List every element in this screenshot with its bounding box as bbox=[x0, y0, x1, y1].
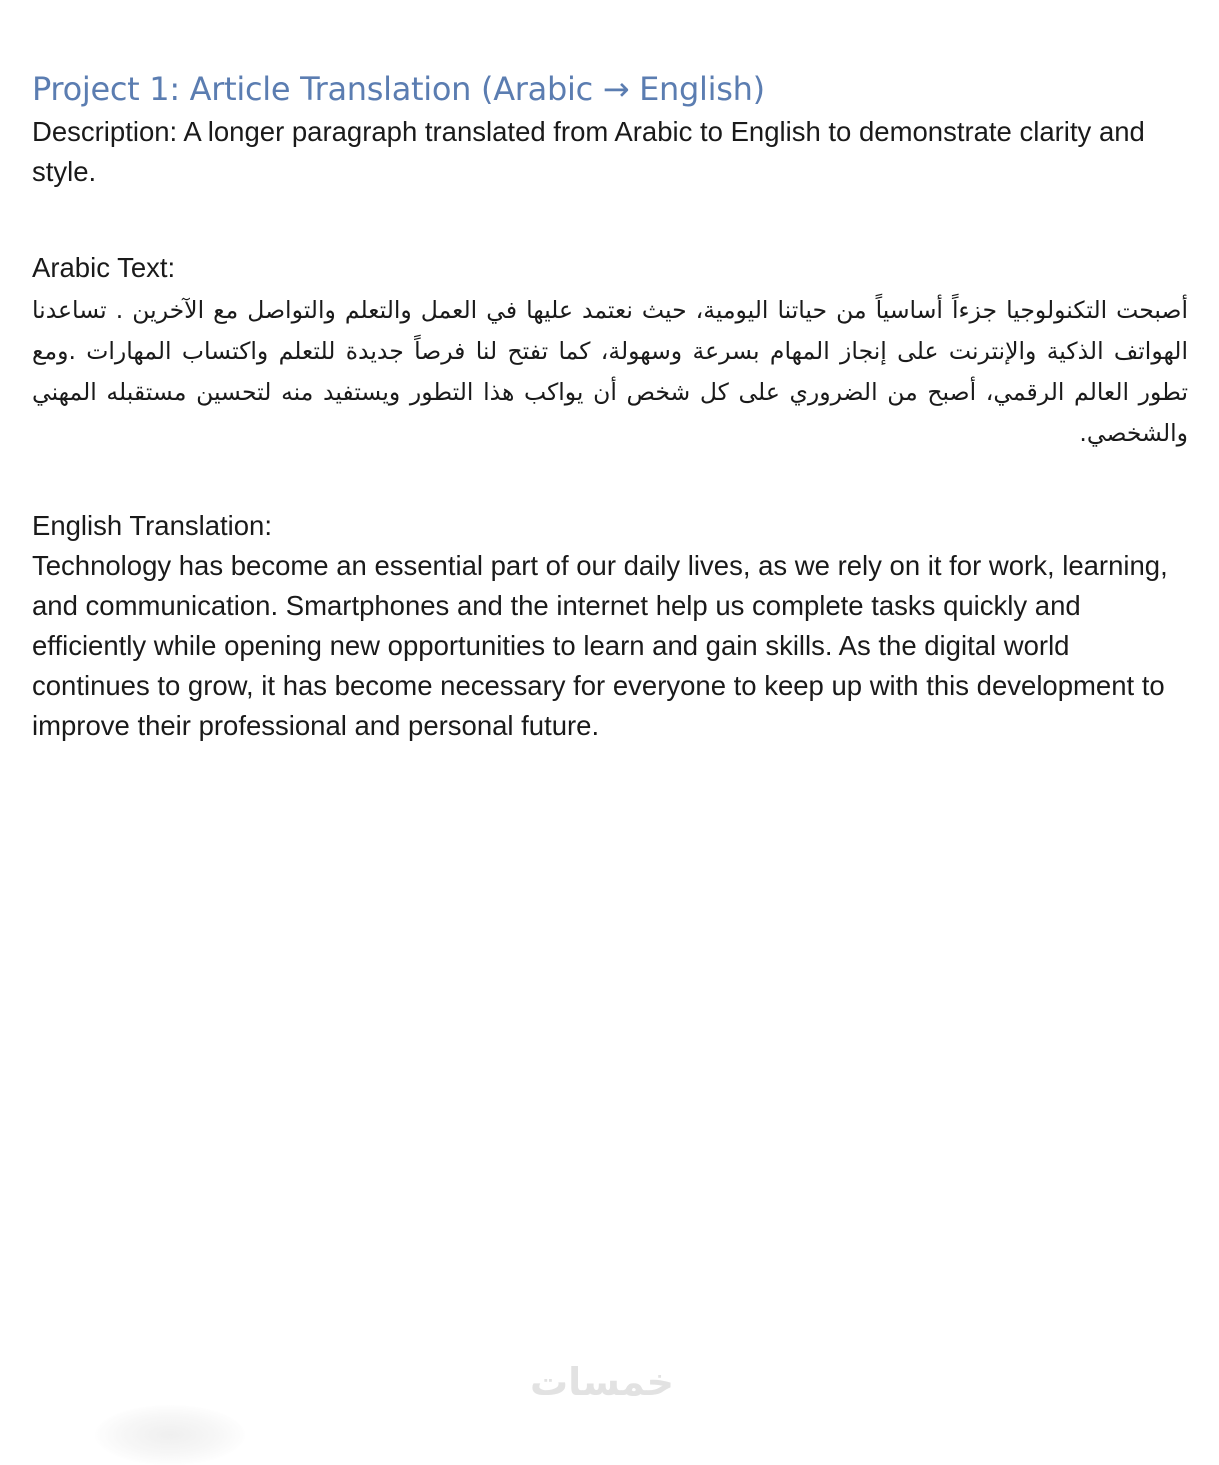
english-translation-label: English Translation: bbox=[32, 510, 272, 541]
document-page bbox=[32, 66, 1192, 746]
english-paragraph: Technology has become an essential part of our daily lives, as we rely on it for work, learning, and communication. Smartphones and the internet help us complete tasks quickly and efficiently while opening new opportunities to learn and gain skills. As the digital world continues to grow, it has become necessary for everyone to keep up with this development to improve their professional and personal future. bbox=[32, 550, 1168, 741]
spacer bbox=[32, 454, 1192, 506]
project-title: Project 1: Article Translation (Arabic → English) bbox=[32, 70, 765, 108]
floating-shadow-decoration bbox=[95, 1405, 245, 1465]
project-description: Description: A longer paragraph translated from Arabic to English to demonstrate clarity and style. bbox=[32, 116, 1145, 187]
arabic-paragraph: أصبحت التكنولوجيا جزءاً أساسياً من حياتنا اليومية، حيث نعتمد عليها في العمل والتعلم والتواصل مع الآخرين . تساعدنا الهواتف الذكية والإنترنت على إنجاز المهام بسرعة وسهولة، كما تفتح لنا فرصاً جديدة للتعلم واكتساب المهارات .ومع تطور العالم الرقمي، أصبح من الضروري على كل شخص أن يواكب هذا التطور ويستفيد منه لتحسين مستقبله المهني والشخصي. bbox=[32, 296, 1188, 447]
spacer bbox=[32, 192, 1192, 248]
khamsat-watermark: خمسات bbox=[530, 1360, 674, 1404]
arabic-text-label: Arabic Text: bbox=[32, 252, 176, 283]
